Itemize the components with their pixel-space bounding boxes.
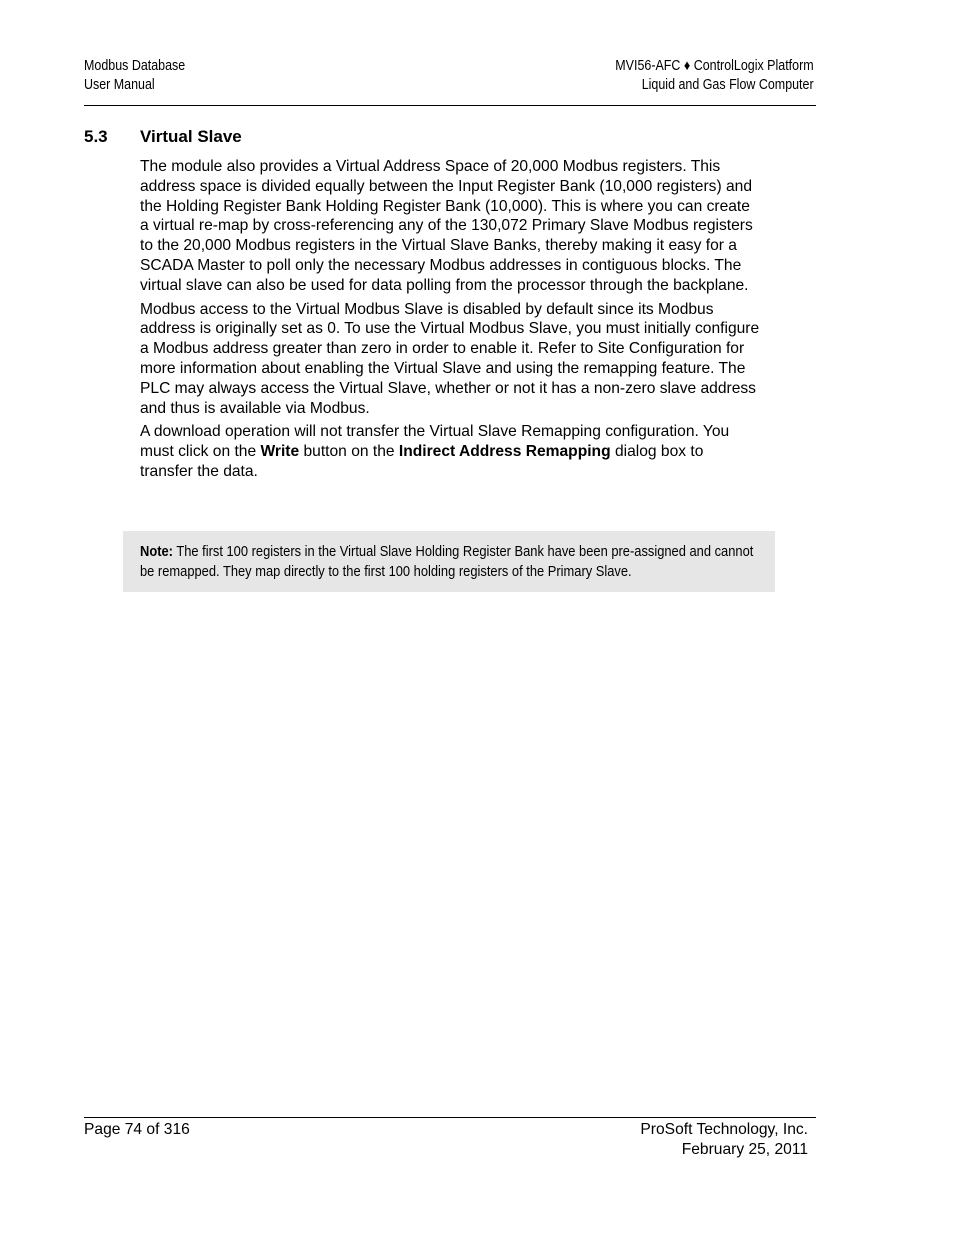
paragraph-3-text-c: dialog box to transfer the data. <box>140 443 704 480</box>
header-divider <box>84 105 816 106</box>
paragraph-1: The module also provides a Virtual Address Space of 20,000 Modbus registers. This address space is divided equally between the Input Register Bank (10,000 registers) and the Holding Register Bank Holding Register Bank (10,000). This is where you can create a virtual re-map by cross-referencing any of the 130,072 Primary Slave Modbus registers to the 20,000 Modbus registers in the Virtual Slave Banks, thereby making it easy for a SCADA Master to poll only the necessary Modbus addresses in contiguous blocks. The virtual slave can also be used for data polling from the processor through the backplane. <box>140 158 753 294</box>
header-right <box>616 57 814 95</box>
footer-divider <box>84 1117 816 1118</box>
section-number: 5.3 <box>84 127 108 146</box>
section-title: Virtual Slave <box>140 127 242 146</box>
page-number: Page 74 of 316 <box>84 1121 190 1138</box>
paragraph-3-text-b: button on the <box>299 443 399 461</box>
note-text <box>140 542 759 582</box>
note-box <box>123 531 775 592</box>
footer-company: ProSoft Technology, Inc. <box>640 1121 808 1138</box>
header-doc-title: Modbus Database <box>84 58 186 74</box>
paragraph-2: Modbus access to the Virtual Modbus Slave is disabled by default since its Modbus address is originally set as 0. To use the Virtual Modbus Slave, you must initially configure a Modbus address greater than zero in order to enable it. Refer to Site Configuration for more information about enabling the Virtual Slave and using the remapping feature. The PLC may always access the Virtual Slave, whether or not it has a non-zero slave address and thus is available via Modbus. <box>140 300 760 417</box>
header-doc-type: User Manual <box>84 77 155 93</box>
header-product-subtitle: Liquid and Gas Flow Computer <box>642 77 814 93</box>
paragraph-3 <box>140 422 760 481</box>
write-button-reference: Write <box>260 443 300 461</box>
footer-right <box>640 1120 808 1160</box>
header-left <box>84 57 185 95</box>
header-product: MVI56-AFC ♦ ControlLogix Platform <box>615 58 814 74</box>
dialog-name-reference: Indirect Address Remapping <box>398 443 611 461</box>
note-label: Note: <box>140 543 173 560</box>
section-body <box>140 157 760 486</box>
paragraph-3-text-a: A download operation will not transfer the Virtual Slave Remapping configuration. You must click on the <box>140 423 730 461</box>
footer-date: February 25, 2011 <box>681 1141 808 1158</box>
note-body: The first 100 registers in the Virtual Slave Holding Register Bank have been pre-assigned and cannot be remapped. They map directly to the first 100 holding registers of the Primary Slave. <box>140 543 754 580</box>
